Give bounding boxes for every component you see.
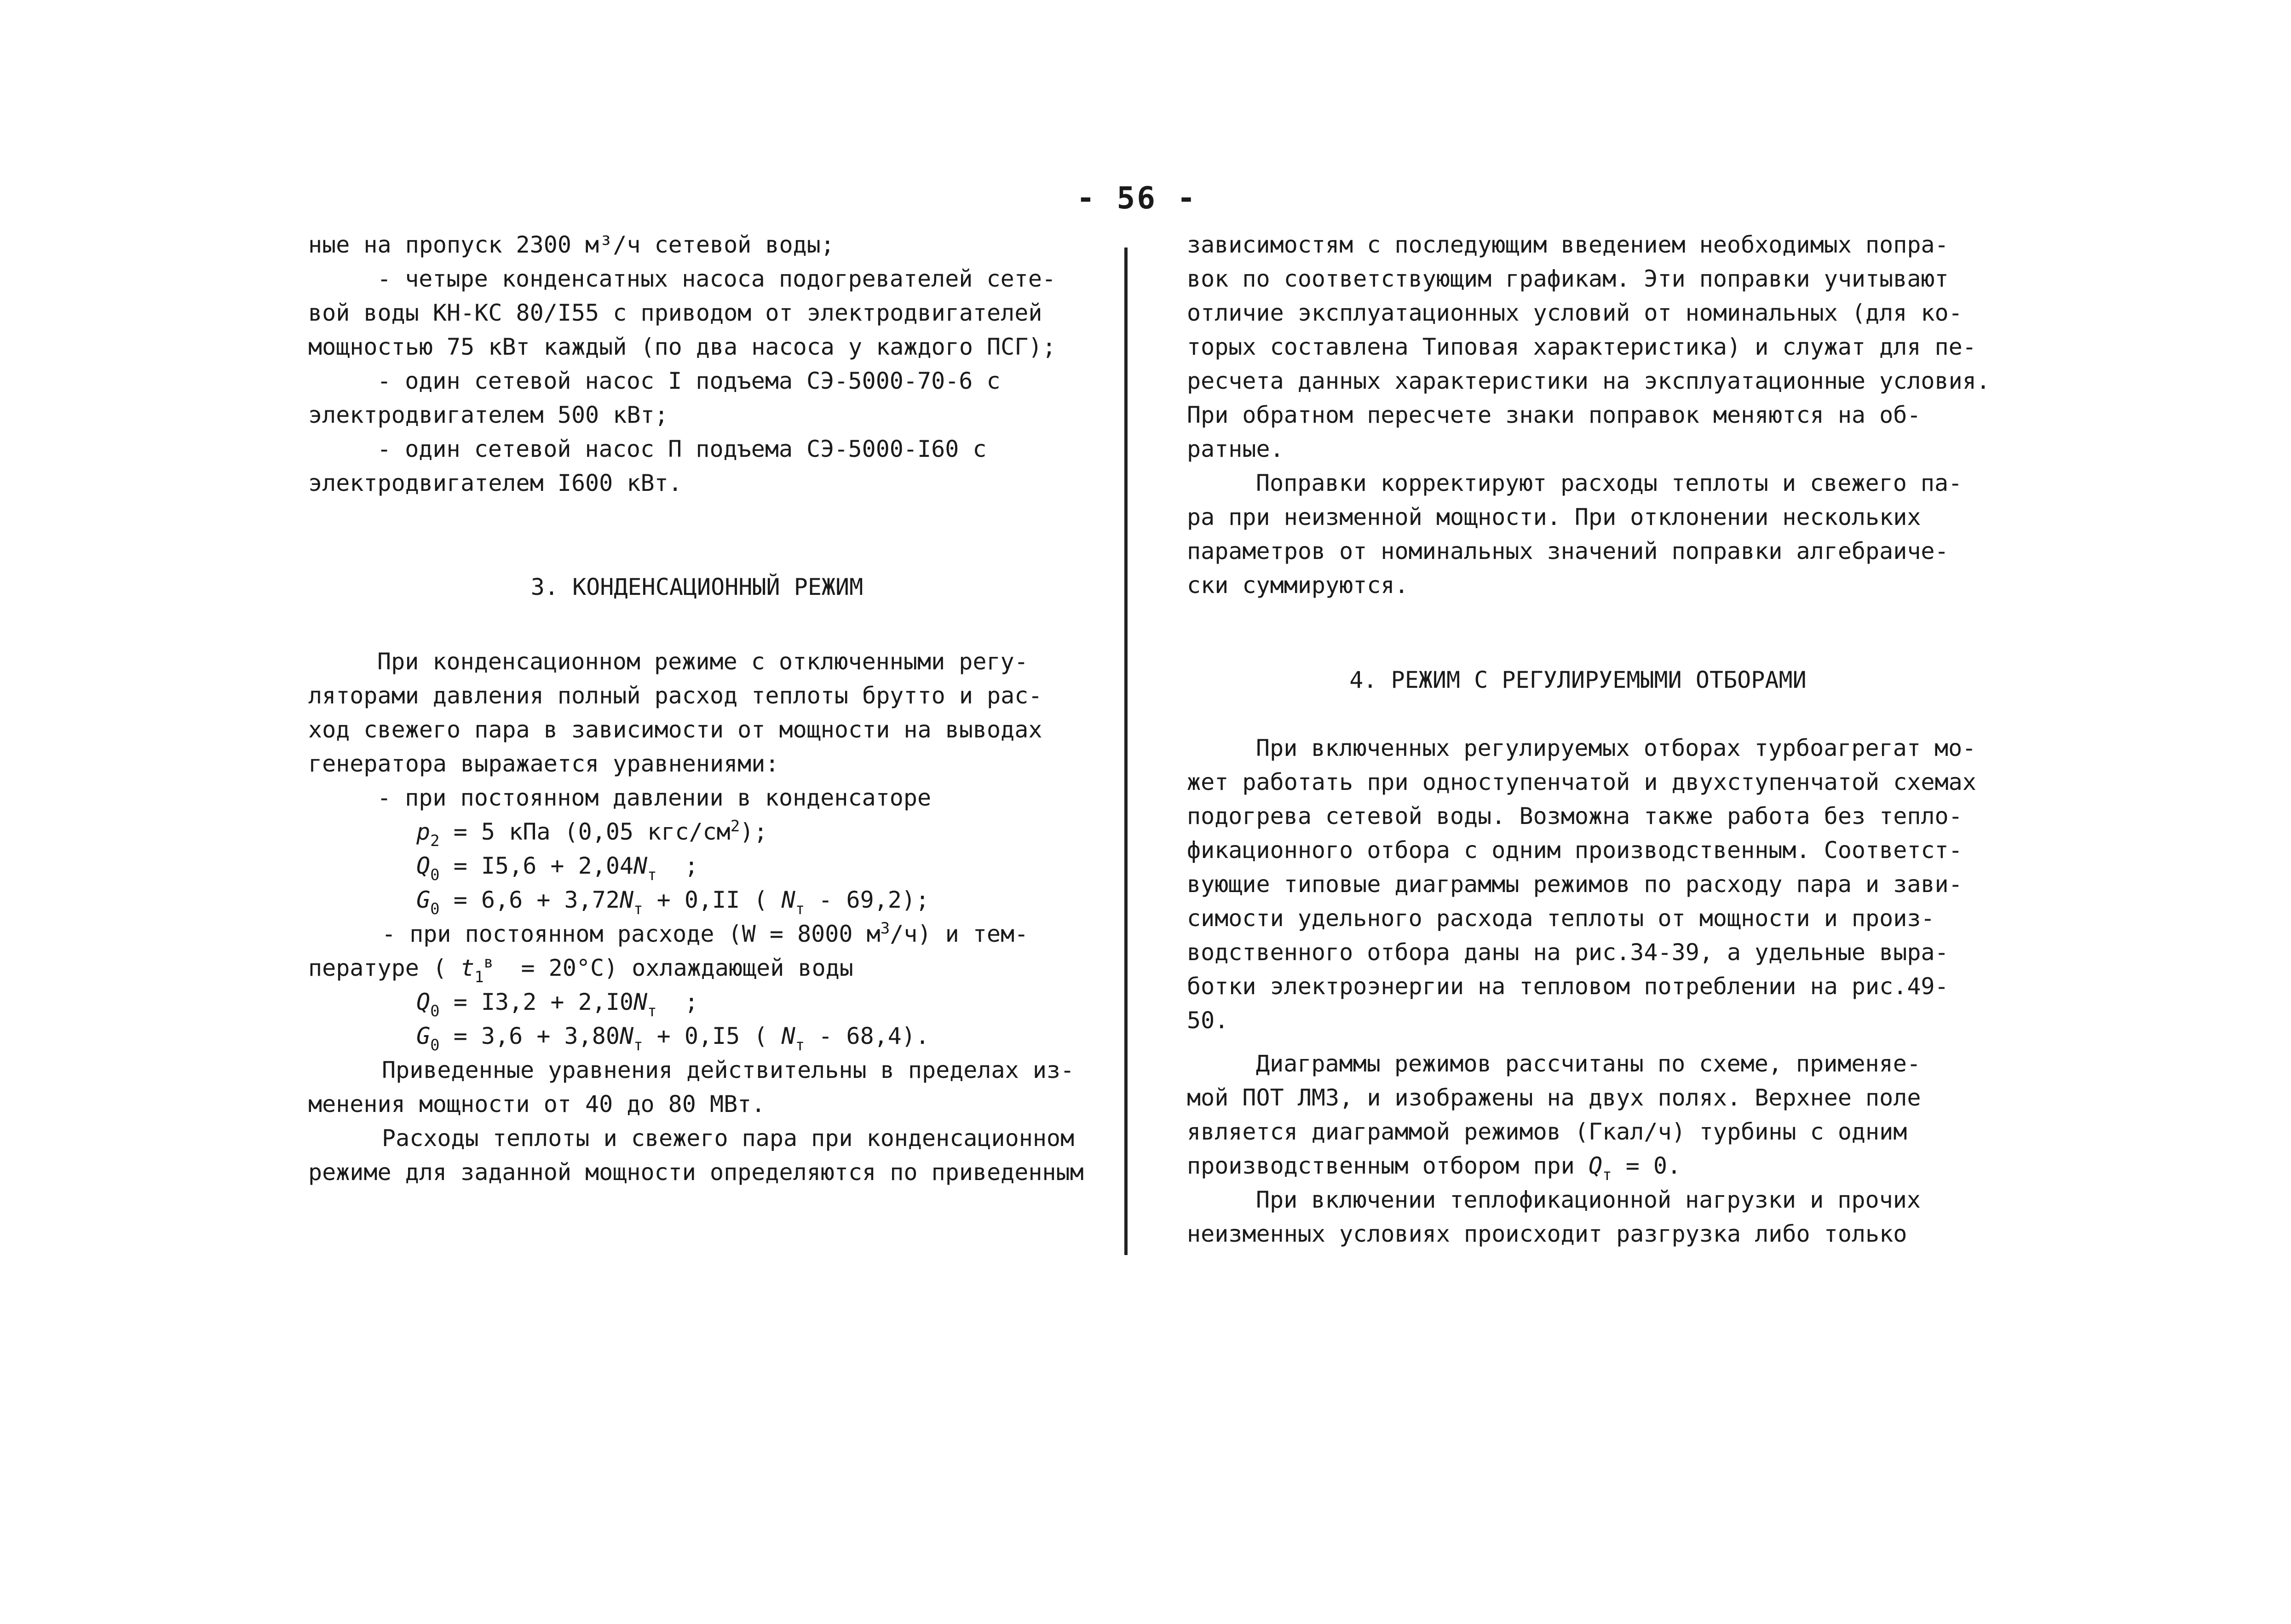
formula-steam-2	[308, 1019, 1086, 1053]
text-line: вок по соответствующим графикам. Эти поправки учитывают	[1187, 265, 1949, 292]
formula-sub: 0	[430, 1036, 440, 1054]
formula-var: t	[461, 955, 475, 981]
text-line: жет работать при одноступенчатой и двухступенчатой схемах	[1187, 769, 1976, 795]
formula-text: + 0,II (	[656, 887, 768, 913]
formula-sub: 0	[430, 1002, 440, 1020]
formula-heat-1	[308, 849, 1086, 883]
formula-var: G	[416, 1023, 431, 1049]
formula-text: = 5 кПа (0,05 кгс/см	[453, 818, 731, 845]
formula-var: Q	[416, 852, 431, 879]
formula-var: Q	[416, 989, 431, 1015]
text-line: неизменных условиях происходит разгрузка либо только	[1187, 1221, 1907, 1247]
formula-sup: 3	[880, 919, 890, 938]
text-line: отличие эксплуатационных условий от номинальных (для ко-	[1187, 299, 1963, 326]
text-line: ляторами давления полный расход теплоты брутто и рас-	[308, 682, 1042, 709]
text-line: мощностью 75 кВт каждый (по два насоса у каждого ПСГ);	[308, 334, 1056, 360]
text-line: 50.	[1187, 1007, 1229, 1034]
formula-text: = I5,6 + 2,04	[453, 852, 634, 879]
text-line	[1187, 1149, 1969, 1183]
text-line: - четыре конденсатных насоса подогревателей сете-	[377, 265, 1056, 292]
formula-steam-1	[308, 883, 1086, 917]
text-line: ра при неизменной мощности. При отклонении нескольких	[1187, 504, 1921, 530]
formula-sub: т	[647, 1002, 657, 1020]
formula-var: N	[619, 1023, 634, 1049]
formula-sup: в	[484, 953, 494, 972]
text-line: При включенных регулируемых отборах турбоагрегат мо-	[1256, 735, 1976, 761]
text-segment: - при постоянном расходе (W = 8000 м	[382, 921, 881, 947]
text-line: Диаграммы режимов рассчитаны по схеме, применяе-	[1256, 1050, 1921, 1077]
text-line: режиме для заданной мощности определяются по приведенным	[308, 1159, 1084, 1186]
text-line: торых составлена Типовая характеристика) и служат для пе-	[1187, 334, 1976, 360]
text-segment: = 20°С) охлаждающей воды	[521, 955, 853, 981]
text-line: ресчета данных характеристики на эксплуатационные условия.	[1187, 368, 1990, 394]
column-divider	[1124, 248, 1128, 1255]
text-line: вующие типовые диаграммы режимов по расходу пара и зави-	[1187, 871, 1963, 898]
formula-sub: т	[633, 1036, 643, 1054]
text-line: ратные.	[1187, 436, 1284, 462]
formula-text: = I3,2 + 2,I0	[453, 989, 634, 1015]
formula-end: - 68,4).	[818, 1023, 930, 1049]
formula-var: p	[416, 818, 431, 845]
formula-sub: 0	[430, 866, 440, 884]
formula-text: + 0,I5 (	[656, 1023, 768, 1049]
text-line: Приведенные уравнения действительны в пределах из-	[382, 1057, 1075, 1083]
text-line: параметров от номинальных значений поправки алгебраиче-	[1187, 538, 1949, 564]
formula-var: G	[416, 887, 431, 913]
section-heading: 4. РЕЖИМ С РЕГУЛИРУЕМЫМИ ОТБОРАМИ	[1349, 667, 1807, 693]
formula-end: ;	[684, 852, 698, 879]
text-line: генератора выражается уравнениями:	[308, 750, 779, 777]
right-column	[1187, 228, 1990, 1251]
text-line: ски суммируются.	[1187, 572, 1409, 599]
formula-pressure	[308, 815, 1086, 849]
text-line: Поправки корректируют расходы теплоты и свежего па-	[1256, 470, 1963, 496]
text-line: При включении теплофикационной нагрузки и прочих	[1256, 1186, 1921, 1213]
text-line: является диаграммой режимов (Гкал/ч) турбины с одним	[1187, 1118, 1907, 1145]
page-number: - 56 -	[1076, 180, 1197, 216]
text-line: подогрева сетевой воды. Возможна также работа без тепло-	[1187, 803, 1963, 829]
formula-sub: 0	[430, 900, 440, 918]
formula-var: N	[781, 1023, 795, 1049]
formula-var: N	[633, 852, 648, 879]
text-line	[308, 917, 1086, 951]
text-line: - при постоянном давлении в конденсаторе	[377, 784, 932, 811]
formula-sub: 2	[430, 832, 440, 850]
formula-var: N	[619, 887, 634, 913]
text-line: - один сетевой насос I подъема СЭ-5000-70-6 с	[377, 368, 1001, 394]
formula-sup: 2	[730, 817, 740, 835]
formula-sub: т	[795, 1036, 805, 1054]
formula-end: - 69,2);	[818, 887, 930, 913]
text-line: ботки электроэнергии на тепловом потреблении на рис.49-	[1187, 973, 1949, 1000]
formula-sub: т	[795, 900, 805, 918]
formula-var: N	[781, 887, 795, 913]
formula-text: = 6,6 + 3,72	[453, 887, 620, 913]
formula-var: N	[633, 989, 648, 1015]
formula-sub: т	[647, 866, 657, 884]
text-line: водственного отбора даны на рис.34-39, а удельные выра-	[1187, 939, 1949, 966]
formula-sub: т	[1602, 1166, 1612, 1184]
text-line: менения мощности от 40 до 80 МВт.	[308, 1091, 766, 1117]
formula-end: );	[740, 818, 768, 845]
text-segment: производственным отбором при	[1187, 1152, 1575, 1179]
section-heading: 3. КОНДЕНСАЦИОННЫЙ РЕЖИМ	[530, 574, 863, 600]
text-line: - один сетевой насос П подъема СЭ-5000-I60 с	[377, 436, 987, 462]
text-line: зависимостям с последующим введением необходимых попра-	[1187, 231, 1949, 258]
formula-sub: 1	[474, 968, 484, 986]
text-line: электродвигателем I600 кВт.	[308, 470, 682, 496]
formula-end: ;	[684, 989, 698, 1015]
text-line: фикационного отбора с одним производственным. Соответст-	[1187, 837, 1963, 864]
text-line: мой ПОТ ЛМЗ, и изображены на двух полях. Верхнее поле	[1187, 1084, 1921, 1111]
text-line: ход свежего пара в зависимости от мощности на выводах	[308, 716, 1042, 743]
text-line: ные на пропуск 2300 м³/ч сетевой воды;	[308, 231, 835, 258]
formula-sub: т	[633, 900, 643, 918]
text-line: Расходы теплоты и свежего пара при конденсационном	[382, 1125, 1075, 1152]
formula-var: Q	[1588, 1152, 1603, 1179]
text-line: симости удельного расхода теплоты от мощности и произ-	[1187, 905, 1935, 932]
text-segment: = 0.	[1625, 1152, 1681, 1179]
text-line: При конденсационном режиме с отключенными регу-	[377, 648, 1028, 675]
formula-text: = 3,6 + 3,80	[453, 1023, 620, 1049]
text-line: электродвигателем 500 кВт;	[308, 402, 668, 428]
formula-heat-2	[308, 985, 1086, 1019]
text-line	[308, 951, 1086, 985]
text-line: вой воды КН-КС 80/I55 с приводом от электродвигателей	[308, 299, 1042, 326]
text-segment: /ч) и тем-	[890, 921, 1029, 947]
left-column	[308, 228, 1086, 1189]
text-segment: пературе (	[308, 955, 447, 981]
text-line: При обратном пересчете знаки поправок меняются на об-	[1187, 402, 1921, 428]
